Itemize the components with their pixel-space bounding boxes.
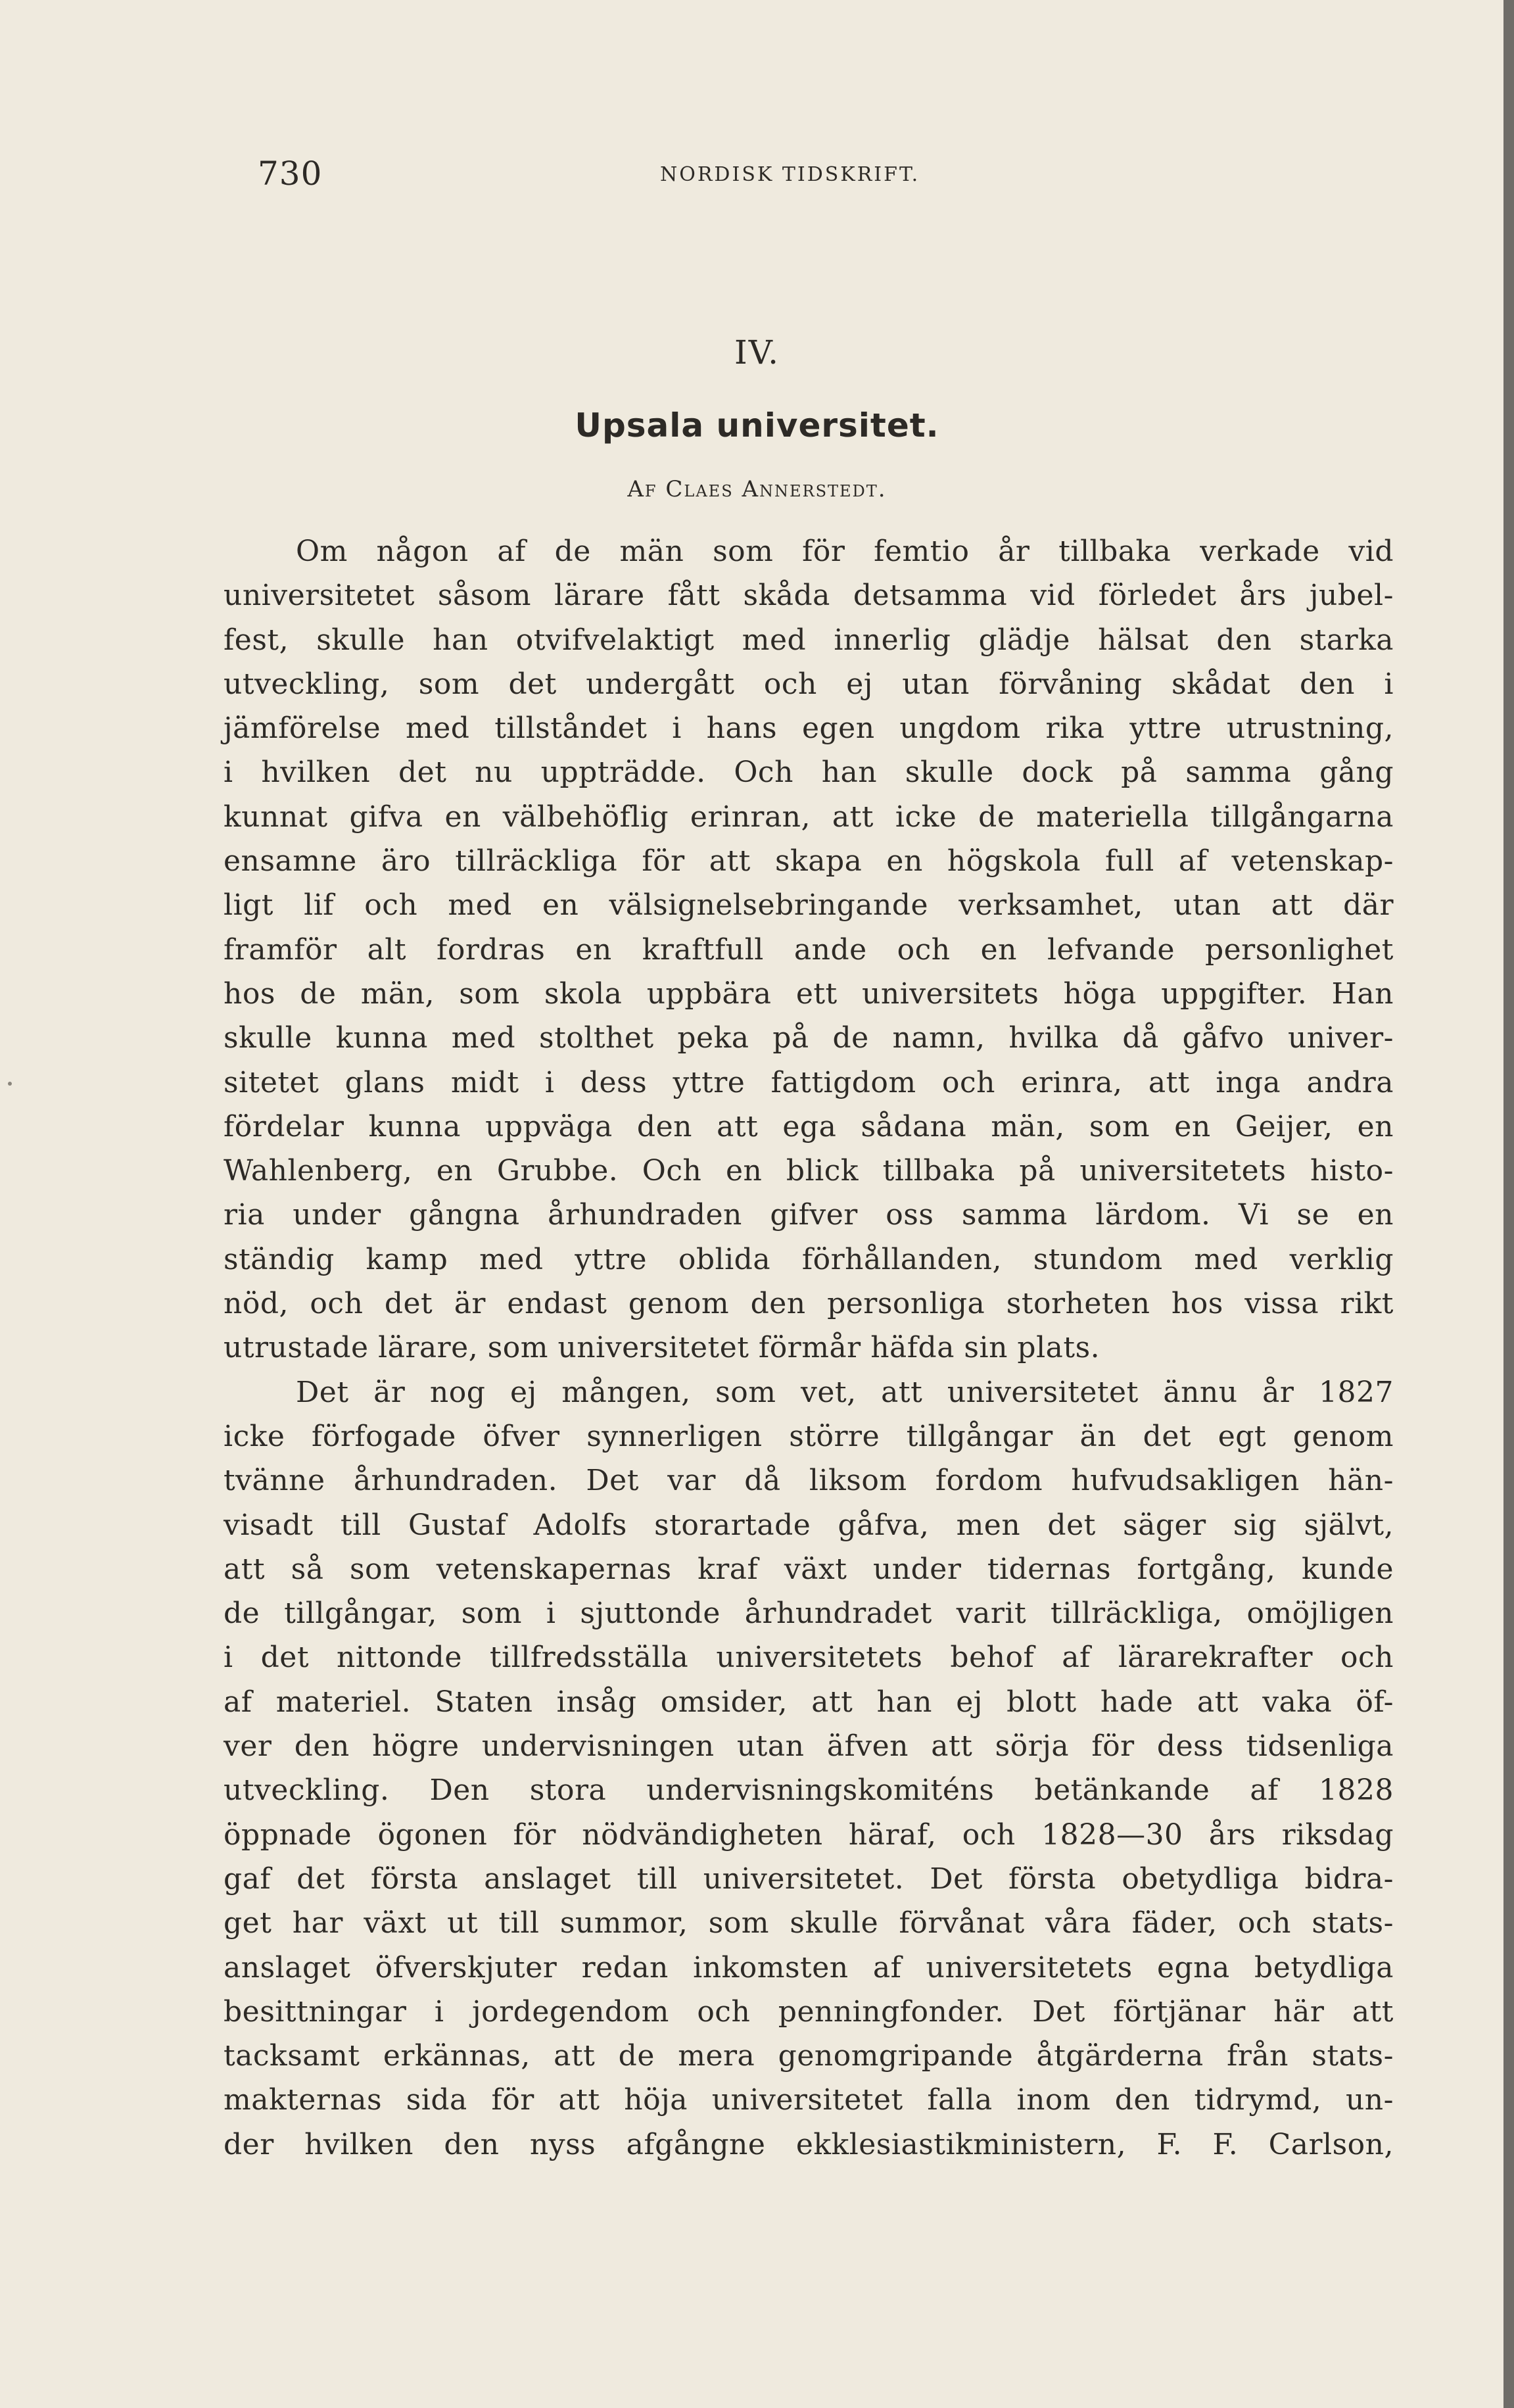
body-line: visadt till Gustaf Adolfs storartade gåfva, men det säger sig självt, xyxy=(224,1508,1394,1542)
body-line: utveckling. Den stora undervisningskomiténs betänkande af 1828 xyxy=(224,1773,1394,1808)
body-line: ria under gångna århundraden gifver oss samma lärdom. Vi se en xyxy=(224,1198,1394,1232)
article-body xyxy=(224,529,1394,2167)
body-line: Det är nog ej mången, som vet, att universitetet ännu år 1827 xyxy=(296,1375,1394,1409)
body-line: de tillgångar, som i sjuttonde århundradet varit tillräckliga, omöjligen xyxy=(224,1597,1394,1631)
body-line: makternas sida för att höja universitetet falla inom den tidrymd, un- xyxy=(224,2083,1394,2117)
body-line: fördelar kunna uppväga den att ega sådana män, som en Geijer, en xyxy=(224,1109,1394,1144)
body-line: jämförelse med tillståndet i hans egen ungdom rika yttre utrustning, xyxy=(224,711,1394,746)
article-title: Upsala universitet. xyxy=(575,406,939,445)
body-line: i hvilken det nu uppträdde. Och han skulle dock på samma gång xyxy=(224,756,1394,790)
body-line: der hvilken den nyss afgångne ekklesiastikministern, F. F. Carlson, xyxy=(224,2127,1394,2161)
body-line: i det nittonde tillfredsställa universitetets behof af lärarekrafter och xyxy=(224,1641,1394,1675)
body-line: fest, skulle han otvifvelaktigt med innerlig glädje hälsat den starka xyxy=(224,623,1394,657)
body-line: Om någon af de män som för femtio år tillbaka verkade vid xyxy=(296,535,1394,568)
body-line: ligt lif och med en välsignelsebringande verksamhet, utan att där xyxy=(224,888,1394,923)
margin-speck xyxy=(8,1082,12,1086)
body-line: get har växt ut till summor, som skulle förvånat våra fäder, och stats- xyxy=(224,1906,1394,1940)
body-line: ver den högre undervisningen utan äfven att sörja för dess tidsenliga xyxy=(224,1729,1394,1764)
body-line: Wahlenberg, en Grubbe. Och en blick tillbaka på universitetets histo- xyxy=(224,1154,1394,1188)
page-number: 730 xyxy=(258,155,323,193)
body-line: gaf det första anslaget till universitetet. Det första obetydliga bidra- xyxy=(224,1862,1394,1896)
body-line: icke förfogade öfver synnerligen större tillgångar än det egt genom xyxy=(224,1419,1394,1453)
body-line: tacksamt erkännas, att de mera genomgripande åtgärderna från stats- xyxy=(224,2039,1394,2073)
journal-title: NORDISK TIDSKRIFT. xyxy=(660,163,920,186)
body-line: öppnade ögonen för nödvändigheten häraf, och 1828—30 års riksdag xyxy=(224,1818,1394,1852)
body-line: tvänne århundraden. Det var då liksom fordom hufvudsakligen hän- xyxy=(224,1464,1394,1498)
body-line: kunnat gifva en välbehöflig erinran, att icke de materiella tillgångarna xyxy=(224,800,1394,834)
body-line: framför alt fordras en kraftfull ande och en lefvande personlighet xyxy=(224,932,1394,967)
body-line: utveckling, som det undergått och ej utan förvåning skådat den i xyxy=(224,667,1394,701)
body-line: nöd, och det är endast genom den personliga storheten hos vissa rikt xyxy=(224,1287,1394,1321)
body-line: besittningar i jordegendom och penningfonder. Det förtjänar här att xyxy=(224,1994,1394,2029)
body-line: anslaget öfverskjuter redan inkomsten af universitetets egna betydliga xyxy=(224,1950,1394,1985)
body-line: af materiel. Staten insåg omsider, att han ej blott hade att vaka öf- xyxy=(224,1685,1394,1719)
section-number: IV. xyxy=(734,333,780,372)
body-line: ständig kamp med yttre oblida förhållanden, stundom med verklig xyxy=(224,1242,1394,1276)
body-line: hos de män, som skola uppbära ett universitets höga uppgifter. Han xyxy=(224,976,1394,1011)
body-line: utrustade lärare, som universitetet förmår häfda sin plats. xyxy=(224,1331,1100,1365)
body-line: ensamne äro tillräckliga för att skapa en högskola full af vetenskap- xyxy=(224,844,1394,879)
body-line: sitetet glans midt i dess yttre fattigdom och erinra, att inga andra xyxy=(224,1065,1394,1099)
body-line: att så som vetenskapernas kraf växt under tidernas fortgång, kunde xyxy=(224,1552,1394,1586)
author-byline: Af Claes Annerstedt. xyxy=(627,476,887,502)
body-line: skulle kunna med stolthet peka på de namn, hvilka då gåfvo univer- xyxy=(224,1021,1394,1055)
running-head xyxy=(258,153,1398,195)
body-line: universitetet såsom lärare fått skåda detsamma vid förledet års jubel- xyxy=(224,579,1394,613)
